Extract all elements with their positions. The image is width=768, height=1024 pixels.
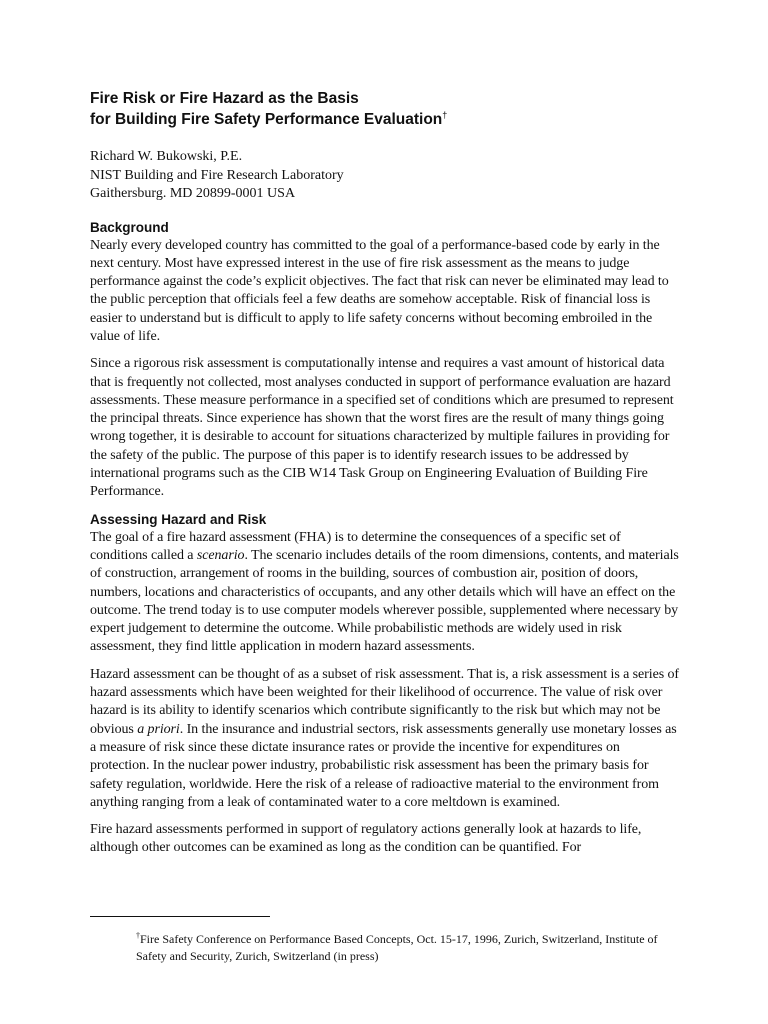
scenario-term: scenario <box>196 547 245 563</box>
title-footnote-marker: † <box>442 109 448 120</box>
assessing-p1-text-b: . The scenario includes details of the room dimensions, contents, and materials of construction, arrangement of rooms in the building, sources of combustion air, position of doors, numbers, locations and characteristics of occupants, and any other details which will have an effect on the outcome. The trend today is to use computer models wherever possible, supplemented where necessary by expert judgement to determine the outcome. While probabilistic methods are widely used in risk assessment, they find little application in modern hazard assessments. <box>90 547 679 655</box>
section-background <box>90 219 680 502</box>
section-heading-assessing: Assessing Hazard and Risk <box>90 511 267 527</box>
assessing-p1-text-a: The goal of a fire hazard assessment (FHA) is to determine the consequences of a specific set of conditions called a <box>90 529 621 563</box>
footnote <box>90 931 690 964</box>
author-name: Richard W. Bukowski, P.E. <box>90 149 243 164</box>
section-assessing-hazard-and-risk <box>90 511 680 858</box>
assessing-paragraph-3: Fire hazard assessments performed in support of regulatory actions generally look at hazards to life, although other outcomes can be examined as long as the condition can be quantified. For <box>90 822 642 856</box>
author-affiliation: NIST Building and Fire Research Laboratory <box>90 167 344 183</box>
footnote-divider <box>90 916 270 917</box>
paper-title-line-1: Fire Risk or Fire Hazard as the Basis <box>90 90 359 107</box>
paper-title-line-2: for Building Fire Safety Performance Evaluation <box>90 111 443 128</box>
a-priori-term: a priori <box>137 721 180 737</box>
section-heading-background: Background <box>90 219 169 235</box>
paper-title <box>90 88 680 130</box>
assessing-paragraph-2 <box>90 666 680 812</box>
assessing-p2-text-b: . In the insurance and industrial sectors, risk assessments generally use monetary losses as a measure of risk since these dictate insurance rates or provide the incentive for expenditures on protection. In the nuclear power industry, probabilistic risk assessment has been the primary basis for safety regulation, worldwide. Here the risk of a release of radioactive material to the environment from anything ranging from a leak of contaminated water to a core meltdown is examined. <box>90 721 677 810</box>
document-page <box>90 88 680 858</box>
footnote-text <box>90 931 690 964</box>
background-paragraph-2: Since a rigorous risk assessment is computationally intense and requires a vast amount of historical data that is frequently not collected, most analyses conducted in support of performance evaluation are hazard assessments. These measure performance in a specified set of conditions which are presumed to represent the principal threats. Since experience has shown that the worst fires are the result of many things going wrong together, it is desirable to account for situations characterized by multiple failures in providing for the safety of the public. The purpose of this paper is to identify research issues to be addressed by international programs such as the CIB W14 Task Group on Engineering Evaluation of Building Fire Performance. <box>90 356 674 500</box>
assessing-p2-text-a: Hazard assessment can be thought of as a subset of risk assessment. That is, a risk assessment is a series of hazard assessments which have been weighted for their likelihood of occurrence. The value of risk over hazard is its ability to identify scenarios which contribute significantly to the risk but which may not be obvious <box>90 666 680 737</box>
background-paragraph-1: Nearly every developed country has committed to the goal of a performance-based code by early in the next century. Most have expressed interest in the use of fire risk assessment as the means to judge performance against the code’s explicit objectives. The fact that risk can never be eliminated may lead to the public perception that officials feel a few deaths are somehow acceptable. Risk of financial loss is easier to understand but is difficult to apply to life safety concerns without becoming embroiled in the value of life. <box>90 237 669 344</box>
author-address: Gaithersburg. MD 20899-0001 USA <box>90 186 296 201</box>
assessing-paragraph-1 <box>90 529 680 657</box>
footnote-body: Fire Safety Conference on Performance Based Concepts, Oct. 15-17, 1996, Zurich, Switzerland, Institute of Safety and Security, Zurich, Switzerland (in press) <box>136 932 658 963</box>
author-block <box>90 148 680 204</box>
footnote-marker: † <box>136 931 140 940</box>
